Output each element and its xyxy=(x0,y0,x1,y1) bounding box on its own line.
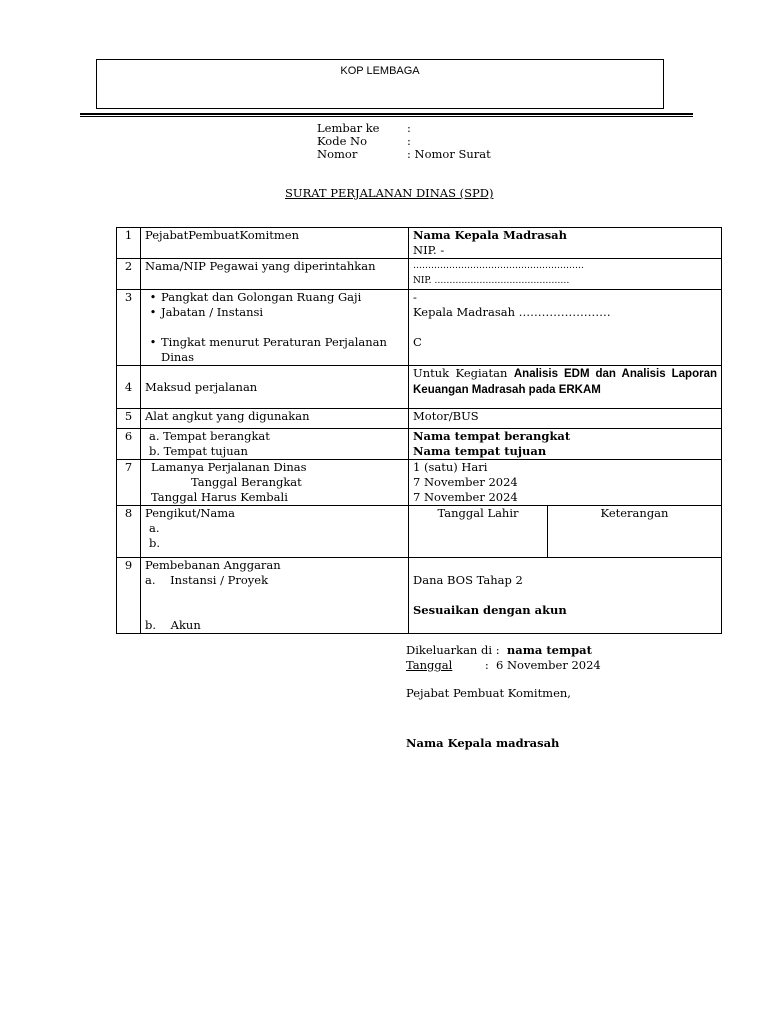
row-number: 1 xyxy=(117,228,141,259)
rank-value: - xyxy=(413,290,417,304)
date-value: 6 November 2024 xyxy=(496,658,601,672)
row-value xyxy=(409,366,722,409)
table-row xyxy=(117,228,722,259)
row-number: 3 xyxy=(117,290,141,366)
row-number: 6 xyxy=(117,429,141,460)
table-row xyxy=(117,366,722,409)
issued-at-value: nama tempat xyxy=(506,643,592,657)
purpose-value: Analisis EDM dan Analisis Laporan Keuangan Madrasah pada ERKAM xyxy=(413,368,717,396)
row-number: 4 xyxy=(117,366,141,409)
destination-label: b. Tempat tujuan xyxy=(149,444,248,458)
position-value: Kepala Madrasah …………………… xyxy=(413,305,611,319)
kode-label: Kode No xyxy=(317,134,368,148)
level-value: C xyxy=(413,335,422,349)
signer-title: Pejabat Pembuat Komitmen, xyxy=(406,686,571,700)
row-number: 2 xyxy=(117,259,141,290)
bullet-text: Pangkat dan Golongan Ruang Gaji xyxy=(161,290,362,304)
destination-value: Nama tempat tujuan xyxy=(413,444,547,458)
follower-b: b. xyxy=(149,536,161,550)
purpose-prefix: Untuk Kegiatan xyxy=(413,366,514,380)
letterhead-title: KOP LEMBAGA xyxy=(340,65,420,77)
ppk-nip: NIP. - xyxy=(413,243,445,257)
ppk-name: Nama Kepala Madrasah xyxy=(413,228,567,242)
employee-name: ………………………………………………… xyxy=(413,261,584,271)
follower-a: a. xyxy=(149,521,160,535)
departure-label: a. Tempat berangkat xyxy=(149,429,270,443)
row-label xyxy=(141,429,409,460)
budget-agency-label: a. Instansi / Proyek xyxy=(145,573,269,587)
row-label xyxy=(141,460,409,506)
departure-date-value: 7 November 2024 xyxy=(413,475,518,489)
table-row xyxy=(117,558,722,634)
row-value: Motor/BUS xyxy=(409,409,722,429)
table-row xyxy=(117,409,722,429)
row-value xyxy=(409,506,722,558)
bullet-icon: • xyxy=(149,335,157,349)
row-number: 9 xyxy=(117,558,141,634)
row-number: 8 xyxy=(117,506,141,558)
table-row xyxy=(117,460,722,506)
duration-value: 1 (satu) Hari xyxy=(413,460,488,474)
row-label xyxy=(141,290,409,366)
row-value xyxy=(409,259,722,290)
list-item xyxy=(145,335,404,365)
row-label: PejabatPembuatKomitmen xyxy=(141,228,409,259)
followers-label: Pengikut/Nama xyxy=(145,506,236,520)
budget-account-value: Sesuaikan dengan akun xyxy=(413,603,567,617)
row-value xyxy=(409,290,722,366)
table-row xyxy=(117,506,722,558)
departure-date-label: Tanggal Berangkat xyxy=(191,475,302,489)
row-label xyxy=(141,506,409,558)
row-number: 5 xyxy=(117,409,141,429)
budget-label: Pembebanan Anggaran xyxy=(145,558,281,572)
letterhead-rule-thin xyxy=(80,116,693,117)
nomor-label: Nomor xyxy=(317,147,358,161)
spd-table xyxy=(116,227,722,634)
remarks-header: Keterangan xyxy=(600,506,669,520)
row-label: Maksud perjalanan xyxy=(141,366,409,409)
letterhead-box xyxy=(96,59,664,109)
table-row xyxy=(117,290,722,366)
letterhead-rule xyxy=(80,113,693,115)
table-row xyxy=(117,259,722,290)
departure-value: Nama tempat berangkat xyxy=(413,429,571,443)
document-title: SURAT PERJALANAN DINAS (SPD) xyxy=(285,186,494,200)
list-item xyxy=(145,290,404,305)
row-label: Alat angkut yang digunakan xyxy=(141,409,409,429)
row-label: Nama/NIP Pegawai yang diperintahkan xyxy=(141,259,409,290)
return-date-value: 7 November 2024 xyxy=(413,490,518,504)
row-value xyxy=(409,228,722,259)
bullet-icon: • xyxy=(149,290,157,304)
budget-account-label: b. Akun xyxy=(145,618,201,632)
kode-value: : xyxy=(407,134,411,148)
birthdate-header: Tanggal Lahir xyxy=(409,506,548,557)
budget-agency-value: Dana BOS Tahap 2 xyxy=(413,573,523,587)
employee-nip: NIP. ……………………………………… xyxy=(413,276,570,286)
row-value xyxy=(409,558,722,634)
table-row xyxy=(117,429,722,460)
document-meta xyxy=(317,122,491,161)
row-value xyxy=(409,460,722,506)
bullet-icon: • xyxy=(149,305,157,319)
list-item xyxy=(145,305,404,320)
row-value xyxy=(409,429,722,460)
duration-label: Lamanya Perjalanan Dinas xyxy=(151,460,307,474)
signature-block xyxy=(406,643,601,751)
row-number: 7 xyxy=(117,460,141,506)
lembar-value: : xyxy=(407,121,411,135)
nomor-value: : Nomor Surat xyxy=(407,147,491,161)
return-date-label: Tanggal Harus Kembali xyxy=(151,490,288,504)
issued-at-label: Dikeluarkan di : xyxy=(406,643,507,657)
signer-name: Nama Kepala madrasah xyxy=(406,736,560,750)
row-label xyxy=(141,558,409,634)
lembar-label: Lembar ke xyxy=(317,121,380,135)
bullet-text: Jabatan / Instansi xyxy=(161,305,264,319)
date-label: Tanggal : xyxy=(406,658,496,672)
bullet-text: Tingkat menurut Peraturan Perjalanan Dinas xyxy=(161,335,387,364)
